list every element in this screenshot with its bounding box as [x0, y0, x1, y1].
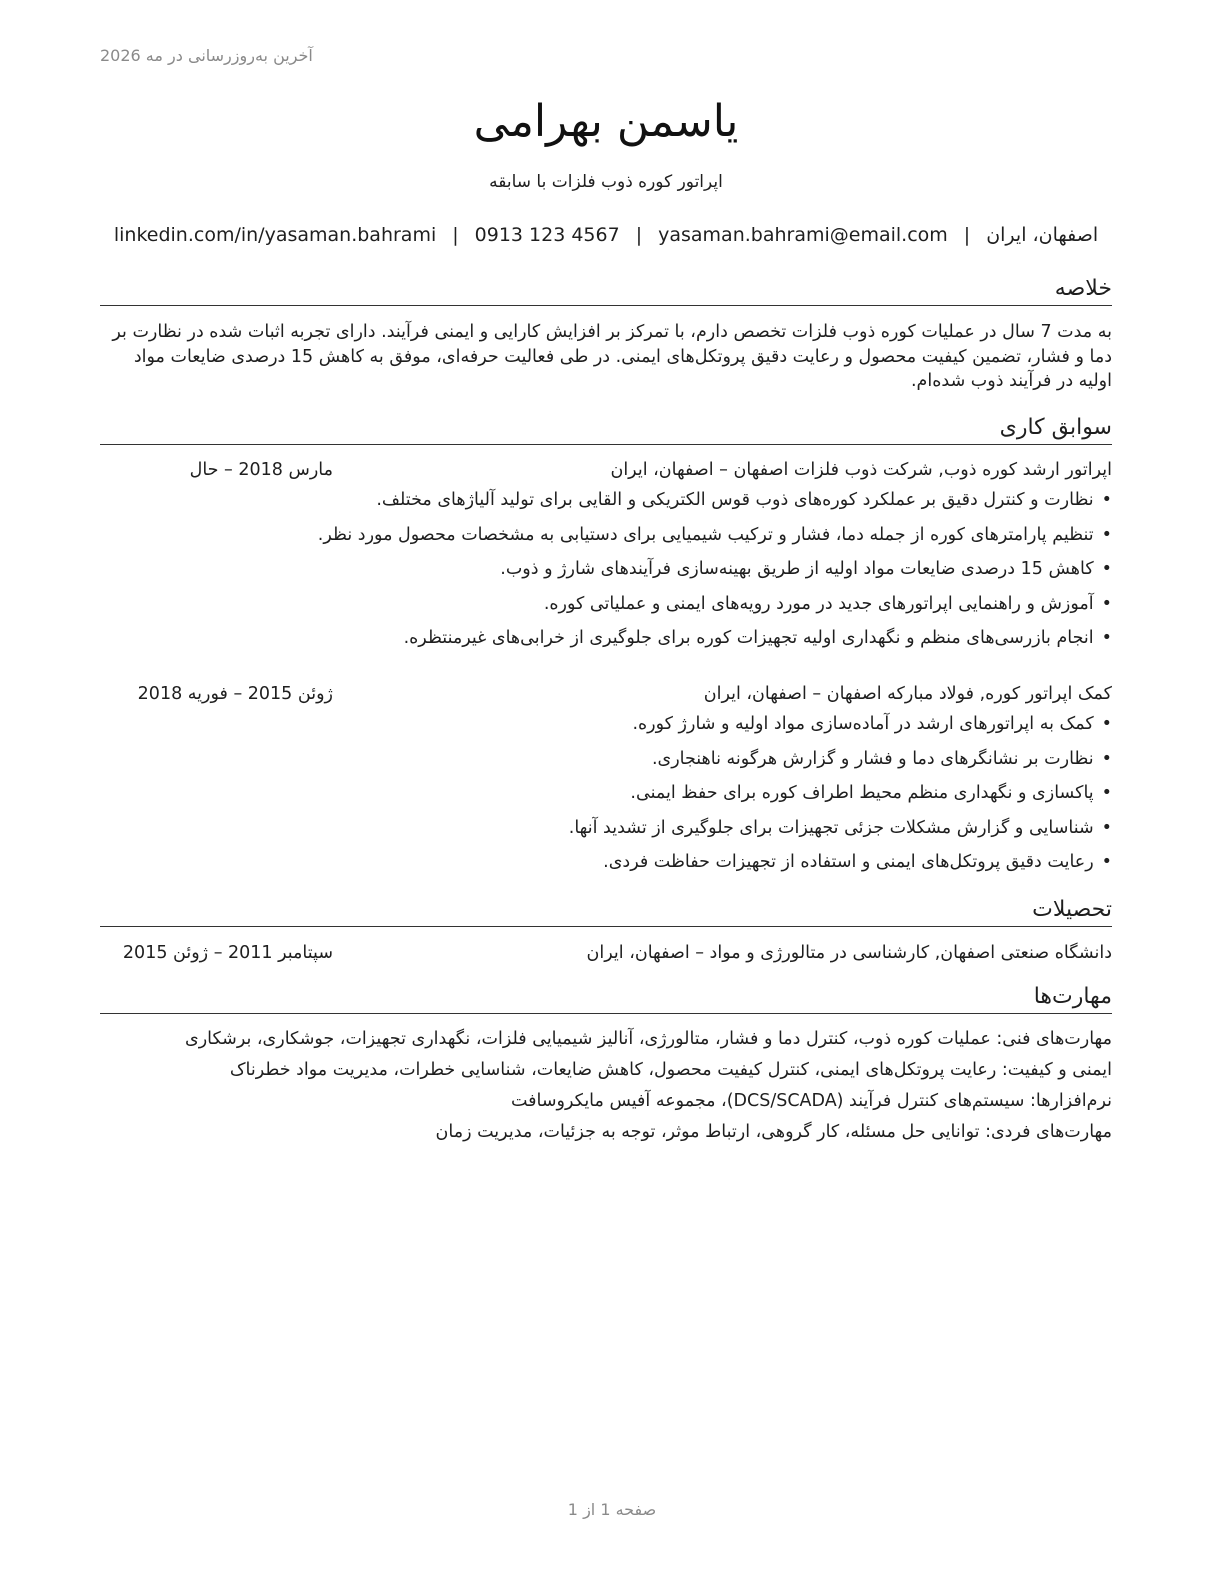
contact-location: اصفهان، ایران	[986, 224, 1099, 246]
contact-separator: |	[452, 224, 459, 246]
job-dates: ژوئن 2015 – فوریه 2018	[137, 684, 333, 704]
job-bullets	[100, 487, 1112, 660]
candidate-name: یاسمن بهرامی	[473, 96, 739, 147]
list-item: • کاهش 15 درصدی ضایعات مواد اولیه از طریق بهینه‌سازی فرآیندهای شارژ و ذوب.	[100, 556, 1112, 591]
list-item: • رعایت دقیق پروتکل‌های ایمنی و استفاده از تجهیزات حفاظت فردی.	[100, 849, 1112, 884]
skills-row: ایمنی و کیفیت: رعایت پروتکل‌های ایمنی، کنترل کیفیت محصول، کاهش ضایعات، شناسایی خطرات، مدیریت مواد خطرناک	[229, 1060, 1112, 1080]
list-item: • نظارت و کنترل دقیق بر عملکرد کوره‌های ذوب قوس الکتریکی و القایی برای تولید آلیاژهای مختلف.	[100, 487, 1112, 522]
contact-linkedin[interactable]: linkedin.com/in/yasaman.bahrami	[113, 224, 437, 246]
education-heading: تحصیلات	[100, 895, 1112, 927]
contact-separator: |	[635, 224, 643, 246]
job-title-company: کمک اپراتور کوره, فولاد مبارکه اصفهان – اصفهان، ایران	[703, 684, 1112, 704]
job-title-company: اپراتور ارشد کوره ذوب, شرکت ذوب فلزات اصفهان – اصفهان، ایران	[610, 460, 1112, 480]
page-number: صفحه 1 از 1	[567, 1500, 657, 1519]
education-dates: سپتامبر 2011 – ژوئن 2015	[122, 943, 333, 963]
list-item: • آموزش و راهنمایی اپراتورهای جدید در مورد رویه‌های ایمنی و عملیاتی کوره.	[100, 591, 1112, 626]
education-entry	[100, 940, 1112, 966]
skills-heading: مهارت‌ها	[100, 982, 1112, 1014]
job-header	[100, 457, 1112, 483]
list-item: • نظارت بر نشانگرهای دما و فشار و گزارش هرگونه ناهنجاری.	[100, 746, 1112, 781]
job-header	[100, 681, 1112, 707]
list-item: • پاکسازی و نگهداری منظم محیط اطراف کوره برای حفظ ایمنی.	[100, 780, 1112, 815]
skills-list	[100, 1026, 1112, 1150]
last-updated-note: آخرین به‌روزرسانی در مه 2026	[100, 46, 313, 65]
skills-row: مهارت‌های فردی: توانایی حل مسئله، کار گروهی، ارتباط موثر، توجه به جزئیات، مدیریت زمان	[435, 1122, 1112, 1142]
job-dates: مارس 2018 – حال	[189, 460, 333, 480]
skills-row: مهارت‌های فنی: عملیات کوره ذوب، کنترل دما و فشار، متالورژی، آنالیز شیمیایی فلزات، نگهداری تجهیزات، جوشکاری، برشکاری	[185, 1029, 1112, 1049]
contact-separator: |	[963, 224, 971, 246]
skills-row: نرم‌افزارها: سیستم‌های کنترل فرآیند (DCS/SCADA)، مجموعه آفیس مایکروسافت	[511, 1091, 1112, 1111]
list-item: • شناسایی و گزارش مشکلات جزئی تجهیزات برای جلوگیری از تشدید آنها.	[100, 815, 1112, 850]
list-item: • کمک به اپراتورهای ارشد در آماده‌سازی مواد اولیه و شارژ کوره.	[100, 711, 1112, 746]
candidate-title: اپراتور کوره ذوب فلزات با سابقه	[489, 172, 723, 192]
summary-text: به مدت 7 سال در عملیات کوره ذوب فلزات تخصص دارم، با تمرکز بر افزایش کارایی و ایمنی فرآیند. دارای تجربه اثبات شده در نظارت بر دما و فشار، تضمین کیفیت محصول و رعایت دقیق پروتکل‌های ایمنی. در طی فعالیت حرفه‌ای، موفق به کاهش 15 درصدی ضایعات مواد اولیه در فرآیند ذوب شده‌ام.	[112, 322, 1112, 391]
summary-heading: خلاصه	[100, 274, 1112, 306]
job-bullets	[100, 711, 1112, 884]
contact-email[interactable]: yasaman.bahrami@email.com	[658, 224, 948, 246]
education-institution-degree: دانشگاه صنعتی اصفهان, کارشناسی در متالورژی و مواد – اصفهان، ایران	[586, 943, 1112, 963]
list-item: • انجام بازرسی‌های منظم و نگهداری اولیه تجهیزات کوره برای جلوگیری از خرابی‌های غیرمنتظره.	[100, 625, 1112, 660]
contact-phone[interactable]: 0913 123 4567	[474, 224, 620, 246]
contact-line	[100, 222, 1112, 248]
experience-heading: سوابق کاری	[100, 413, 1112, 445]
list-item: • تنظیم پارامترهای کوره از جمله دما، فشار و ترکیب شیمیایی برای دستیابی به مشخصات محصول مورد نظر.	[100, 522, 1112, 557]
